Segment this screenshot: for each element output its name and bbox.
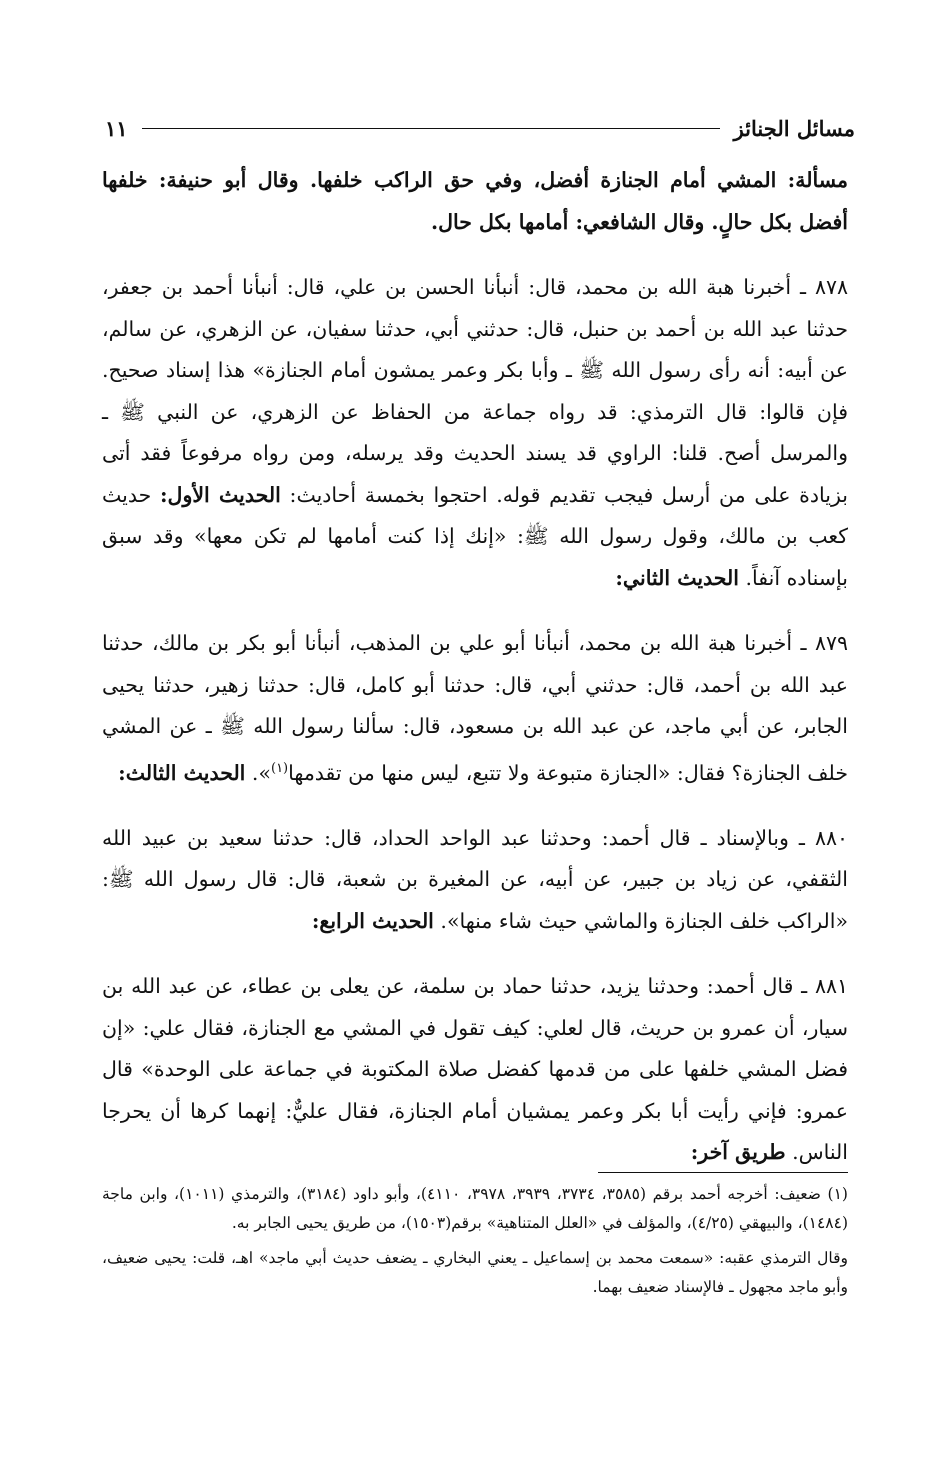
hadith-880-text: ٨٨٠ ـ وبالإسناد ـ قال أحمد: وحدثنا عبد الواحد الحداد، قال: حدثنا سعيد بن عبيد الله الثقفي، عن زياد بن جبير، عن أبيه، عن المغيرة بن شعبة، قال: قال رسول الله ﷺ: «الراكب خلف الجنازة والماشي حيث شاء منها». [102,825,848,933]
footnote-marker[interactable]: (١) [270,760,289,776]
heading-first-hadith: الحديث الأول: [159,482,281,507]
hadith-879 [102,623,848,794]
hadith-881 [102,966,848,1174]
footnotes [102,1180,848,1308]
heading-third-hadith: الحديث الثالث: [118,760,246,785]
hadith-879-text-end: ». [251,760,271,785]
heading-fourth-hadith: الحديث الرابع: [311,908,434,933]
header-rule [142,128,720,129]
hadith-880 [102,818,848,943]
page-number: ١١ [105,115,128,141]
hadith-879-text: ٨٧٩ ـ أخبرنا هبة الله بن محمد، أنبأنا أبو علي بن المذهب، أنبأنا أبو بكر بن مالك، حدثنا عبد الله بن أحمد، قال: حدثني أبي، قال: حدثنا أبو كامل، قال: حدثنا زهير، حدثنا يحيى الجابر، عن أبي ماجد، عن عبد الله بن مسعود، قال: سألنا رسول الله ﷺ ـ عن المشي خلف الجنازة؟ فقال: «الجنازة متبوعة ولا تتبع، ليس منها من تقدمها [102,631,848,785]
hadith-878-text: ٨٧٨ ـ أخبرنا هبة الله بن محمد، قال: أنبأنا الحسن بن علي، قال: أنبأنا أحمد بن جعفر، حدثنا عبد الله بن أحمد بن حنبل، قال: حدثني أبي، حدثنا سفيان، عن الزهري، عن سالم، عن أبيه: أنه رأى رسول الله ﷺ ـ وأبا بكر وعمر يمشون أمام الجنازة» هذا إسناد صحيح. فإن قالوا: قال الترمذي: قد رواه جماعة من الحفاظ عن الزهري، عن النبي ﷺ ـ والمرسل أصح. قلنا: الراوي قد يسند الحديث وقد يرسله، ومن رواه مرفوعاً فقد أتى بزيادة على من أرسل فيجب تقديم قوله. احتجوا بخمسة أحاديث: [102,275,848,507]
footnote-1-continued: وقال الترمذي عقبه: «سمعت محمد بن إسماعيل ـ يعني البخاري ـ يضعف حديث أبي ماجد» اهـ، قلت: يحيى ضعيف، وأبو ماجد مجهول ـ فالإسناد ضعيف بهما. [102,1249,848,1296]
hadith-878-text-2: حديث كعب بن مالك، وقول رسول الله ﷺ: «إنك إذا كنت أمامها لم تكن معها» وقد سبق بإسناده آنفاً. [102,482,848,590]
footnote-separator [598,1172,848,1173]
main-text [102,160,848,1198]
footnote-1: (١) ضعيف: أخرجه أحمد برقم (٣٥٨٥، ٣٧٣٤، ٣٩٣٩، ٣٩٧٨، ٤١١٠)، وأبو داود (٣١٨٤)، والترمذي (١٠١١)، وابن ماجة (١٤٨٤)، والبيهقي (٤/٢٥)، والمؤلف في «العلل المتناهية» برقم(١٥٠٣)، من طريق يحيى الجابر به. [102,1185,848,1232]
chapter-title: مسائل الجنائز [733,115,855,141]
running-header [105,112,855,144]
heading-another-route: طريق آخر: [690,1140,786,1165]
heading-second-hadith: الحديث الثاني: [615,565,739,590]
issue-statement: مسألة: المشي أمام الجنازة أفضل، وفي حق الراكب خلفها. وقال أبو حنيفة: خلفها أفضل بكل حالٍ. وقال الشافعي: أمامها بكل حال. [102,168,848,234]
hadith-881-text: ٨٨١ ـ قال أحمد: وحدثنا يزيد، حدثنا حماد بن سلمة، عن يعلى بن عطاء، عن عبد الله بن سيار، أن عمرو بن حريث، قال لعلي: كيف تقول في المشي مع الجنازة، فقال علي: «إن فضل المشي خلفها على من قدمها كفضل صلاة المكتوبة في جماعة على الوحدة» قال عمرو: فإني رأيت أبا بكر وعمر يمشيان أمام الجنازة، فقال عليٌّ: إنهما كرها أن يحرجا الناس. [102,974,848,1165]
hadith-878 [102,267,848,599]
